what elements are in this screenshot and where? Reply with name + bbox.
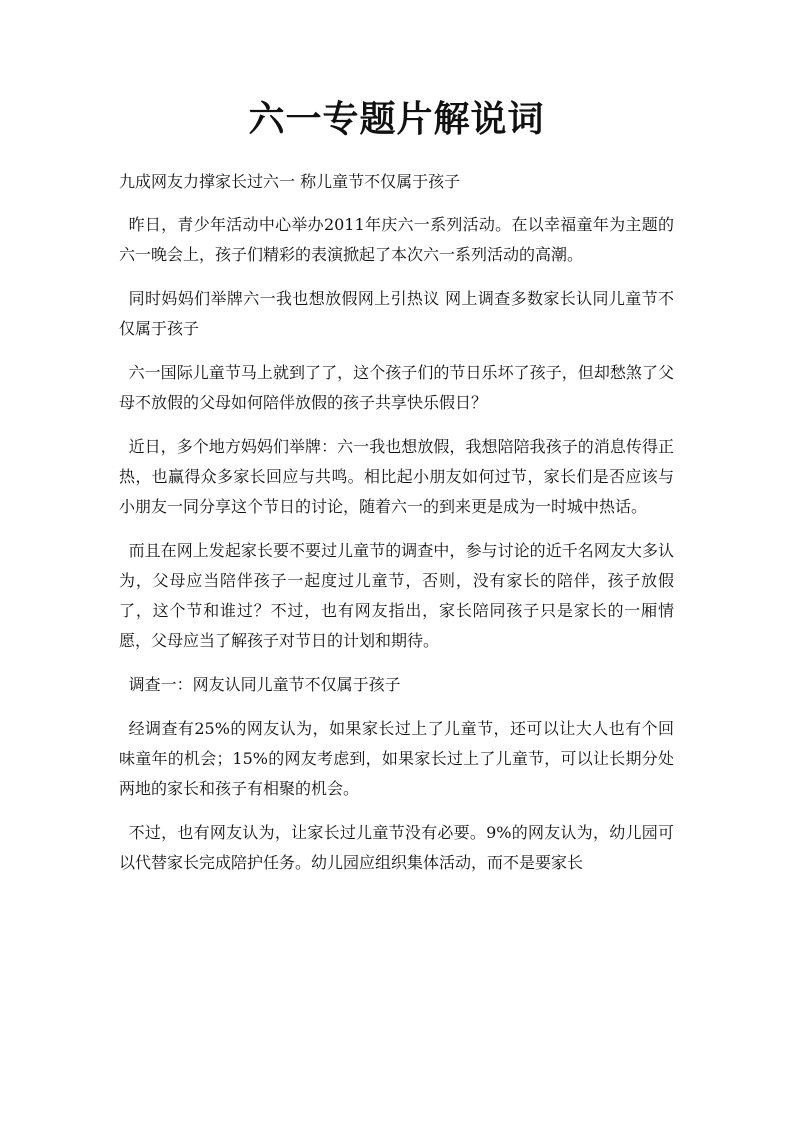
paragraph-1: 昨日，青少年活动中心举办2011年庆六一系列活动。在以幸福童年为主题的六一晚会上，孩子们精彩的表演掀起了本次六一系列活动的高潮。 <box>119 215 674 264</box>
paragraph-4: 近日，多个地方妈妈们举牌：六一我也想放假，我想陪陪我孩子的消息传得正热，也赢得众多家长回应与共鸣。相比起小朋友如何过节，家长们是否应该与小朋友一同分享这个节日的讨论，随着六一的到来更是成为一时城中热话。 <box>119 437 674 516</box>
section-heading-survey-1: 调查一：网友认同儿童节不仅属于孩子 <box>128 675 401 694</box>
paragraph-3: 六一国际儿童节马上就到了了，这个孩子们的节日乐坏了孩子，但却愁煞了父母不放假的父母如何陪伴放假的孩子共享快乐假日？ <box>119 363 674 412</box>
paragraph-2: 同时妈妈们举牌六一我也想放假网上引热议 网上调查多数家长认同儿童节不仅属于孩子 <box>119 289 674 338</box>
paragraph-6: 经调查有25%的网友认为，如果家长过上了儿童节，还可以让大人也有个回味童年的机会；15%的网友考虑到，如果家长过上了儿童节，可以让长期分处两地的家长和孩子有相聚的机会。 <box>119 719 674 798</box>
paragraph-5: 而且在网上发起家长要不要过儿童节的调查中，参与讨论的近千名网友大多认为，父母应当陪伴孩子一起度过儿童节，否则，没有家长的陪伴，孩子放假了，这个节和谁过？不过，也有网友指出，家长陪同孩子只是家长的一厢情愿，父母应当了解孩子对节日的计划和期待。 <box>119 541 674 650</box>
page-title: 六一专题片解说词 <box>248 98 545 140</box>
article-subtitle: 九成网友力撑家长过六一 称儿童节不仅属于孩子 <box>119 172 461 191</box>
paragraph-7: 不过，也有网友认为，让家长过儿童节没有必要。9%的网友认为，幼儿园可以代替家长完成陪护任务。幼儿园应组织集体活动，而不是要家长 <box>119 823 674 872</box>
